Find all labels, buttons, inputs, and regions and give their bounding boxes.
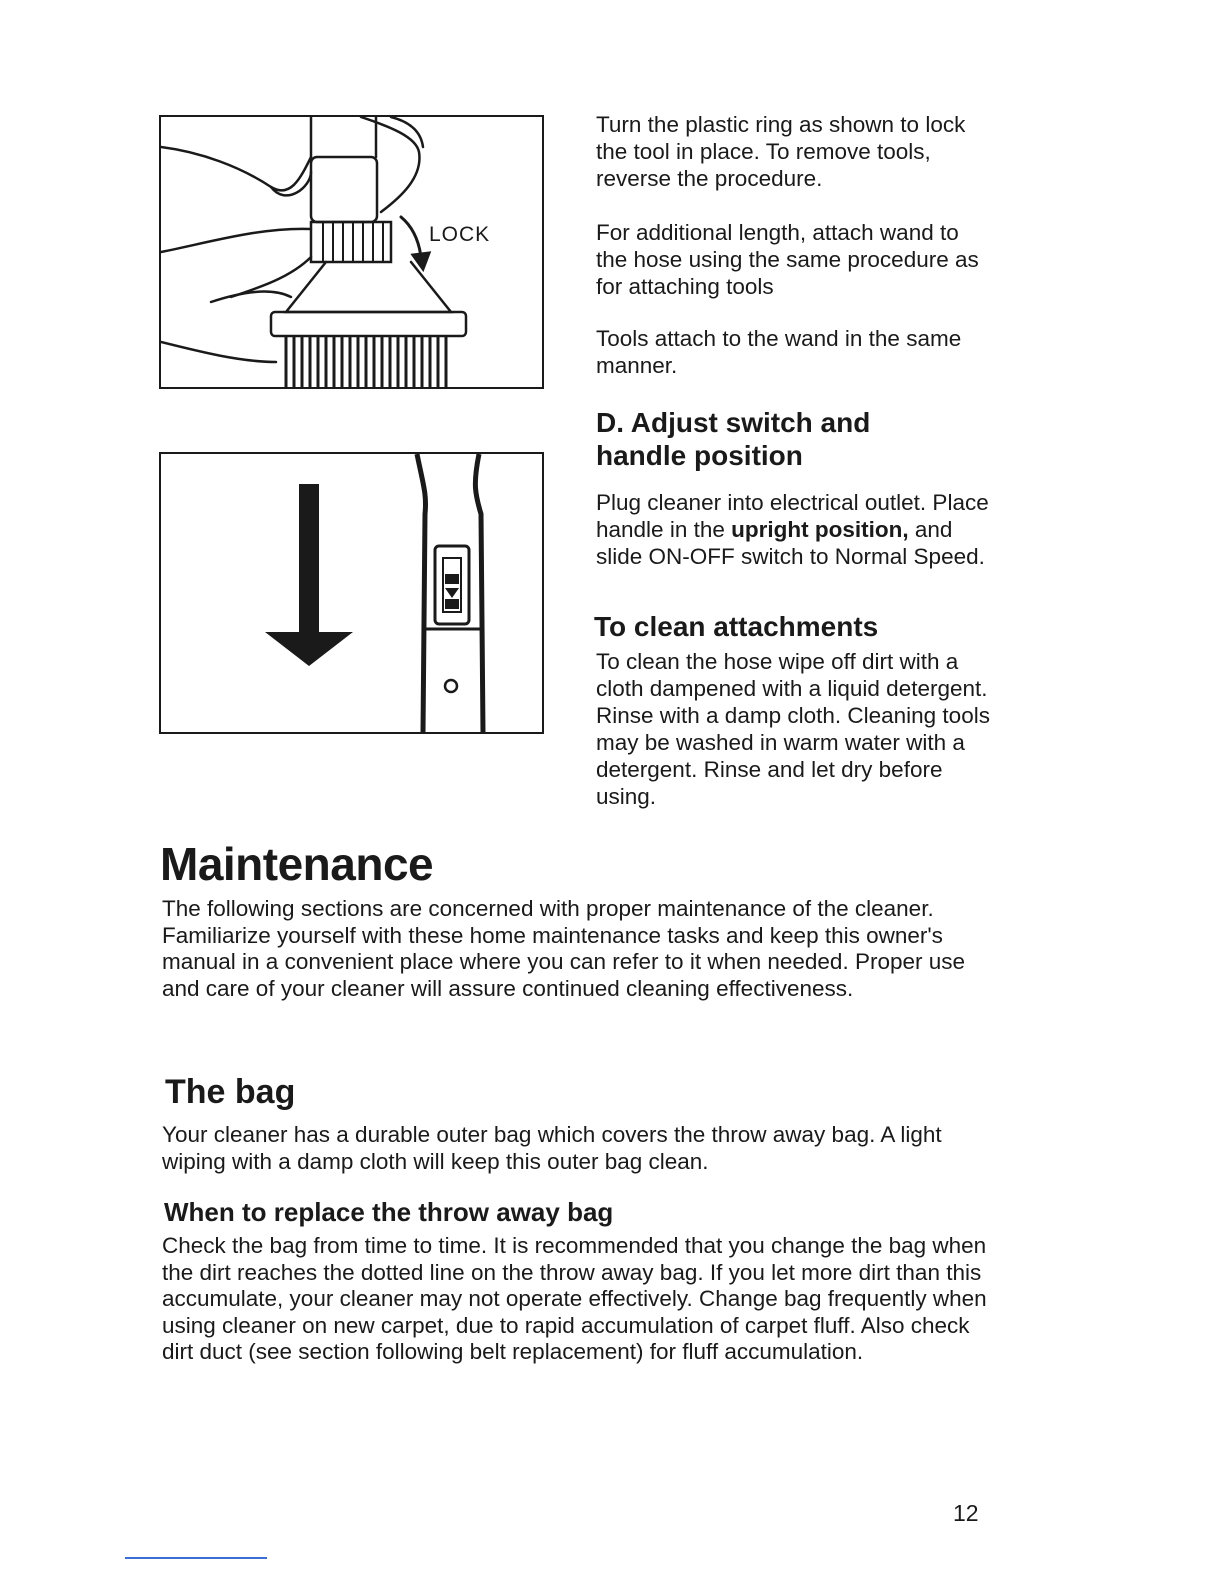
heading-the-bag: The bag (165, 1073, 296, 1111)
switch-handle-illustration (161, 454, 542, 732)
heading-maintenance: Maintenance (160, 838, 434, 890)
heading-clean-attachments: To clean attachments (594, 611, 879, 642)
figure-attach-tool (159, 115, 544, 389)
para-clean-attachments: To clean the hose wipe off dirt with a cloth dampened with a liquid detergent. Rinse with a damp cloth. Cleaning tools may be washed in warm water with a detergent. Rinse and let dry before using. (596, 649, 990, 809)
para-additional-length: For additional length, attach wand to the hose using the same procedure as for attaching tools (596, 220, 979, 299)
page-number: 12 (953, 1500, 979, 1526)
para-maintenance: The following sections are concerned with proper maintenance of the cleaner. Familiarize yourself with these home maintenance tasks and keep this owner's manual in a convenient place where you can refer to it when needed. Proper use and care of your cleaner will assure continued cleaning effectiveness. (162, 896, 966, 1001)
down-arrow-icon (265, 484, 353, 666)
para-the-bag: Your cleaner has a durable outer bag which covers the throw away bag. A light wiping with a damp cloth will keep this outer bag clean. (162, 1122, 942, 1174)
heading-adjust-switch: D. Adjust switch and handle position (596, 407, 871, 471)
heading-replace-bag: When to replace the throw away bag (164, 1197, 614, 1227)
para-lock-tool: Turn the plastic ring as shown to lock the tool in place. To remove tools, reverse the procedure. (596, 112, 966, 191)
para-replace-bag: Check the bag from time to time. It is recommended that you change the bag when the dirt reaches the dotted line on the throw away bag. If you let more dirt than this accumulate, your cleaner may not operate effectively. Change bag frequently when using cleaner on new carpet, due to rapid accumulation of carpet fluff. Also check dirt duct (see section following belt replacement) for fluff accumulation. (162, 1233, 987, 1364)
para-tools-attach-wand: Tools attach to the wand in the same manner. (596, 326, 962, 378)
figure-switch-position (159, 452, 544, 734)
tool-lock-illustration (161, 117, 542, 387)
para-plug-cleaner: Plug cleaner into electrical outlet. Place handle in the upright position, and slide ON-OFF switch to Normal Speed. (596, 490, 989, 569)
lock-label: LOCK (429, 223, 491, 246)
divider (125, 1557, 267, 1559)
